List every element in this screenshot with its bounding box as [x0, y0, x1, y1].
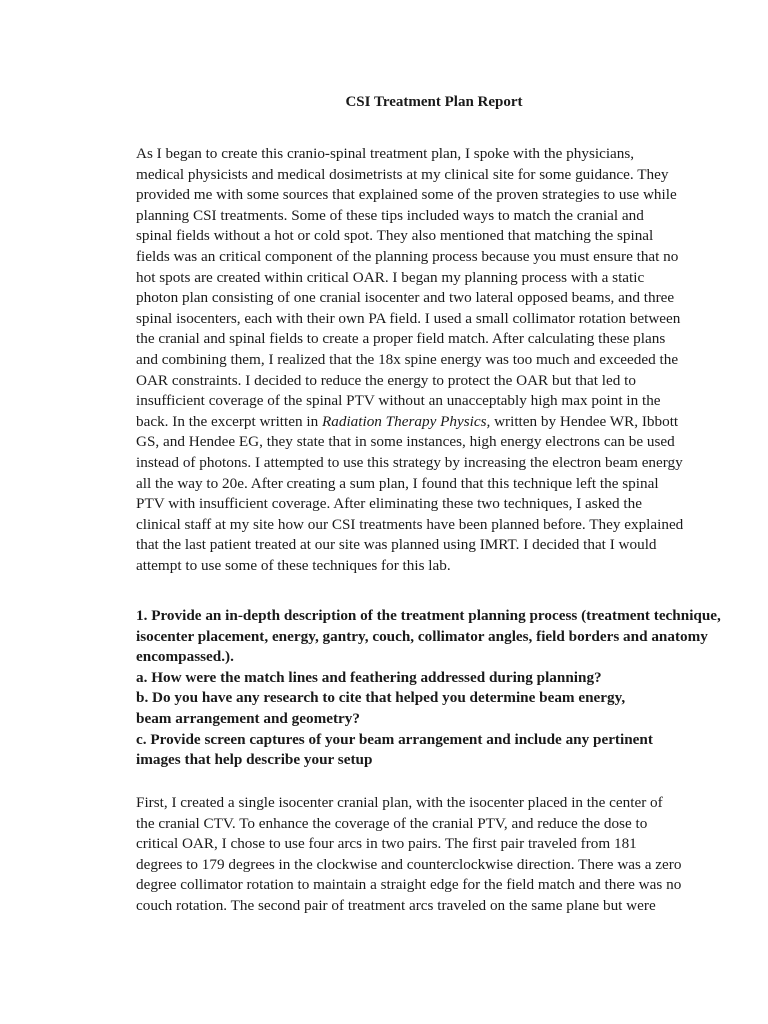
question-block	[136, 606, 736, 771]
text-line: instead of photons. I attempted to use this strategy by increasing the electron beam energy	[136, 453, 683, 471]
question-line: images that help describe your setup	[136, 751, 373, 769]
text-line: hot spots are created within critical OAR. I began my planning process with a static	[136, 268, 645, 286]
text-segment: back. In the excerpt written in	[136, 412, 322, 430]
text-line: all the way to 20e. After creating a sum plan, I found that this technique left the spinal	[136, 474, 659, 492]
text-line: the cranial and spinal fields to create a proper field match. After calculating these plans	[136, 330, 666, 348]
text-line: couch rotation. The second pair of treatment arcs traveled on the same plane but were	[136, 896, 656, 914]
text-line: photon plan consisting of one cranial isocenter and two lateral opposed beams, and three	[136, 289, 675, 307]
question-line: encompassed.).	[136, 648, 234, 666]
question-line: 1. Provide an in-depth description of the treatment planning process (treatment technique,	[136, 607, 721, 624]
text-line: provided me with some sources that explained some of the proven strategies to use while	[136, 186, 677, 204]
text-line-with-citation	[136, 412, 736, 433]
text-line: PTV with insufficient coverage. After eliminating these two techniques, I asked the	[136, 495, 642, 513]
book-title-citation: Radiation Therapy Physics,	[321, 412, 491, 430]
question-line: a. How were the match lines and feathering addressed during planning?	[136, 668, 602, 686]
text-line: spinal isocenters, each with their own PA field. I used a small collimator rotation between	[136, 309, 681, 327]
text-line: planning CSI treatments. Some of these tips included ways to match the cranial and	[136, 206, 644, 224]
question-line: beam arrangement and geometry?	[136, 709, 360, 727]
text-line: As I began to create this cranio-spinal treatment plan, I spoke with the physicians,	[136, 145, 635, 162]
answer-paragraph	[136, 793, 736, 917]
question-line: b. Do you have any research to cite that helped you determine beam energy,	[136, 689, 626, 707]
text-line: clinical staff at my site how our CSI treatments have been planned before. They explained	[136, 515, 684, 533]
text-line: insufficient coverage of the spinal PTV without an unacceptably high max point in the	[136, 392, 661, 410]
text-line: fields was an critical component of the planning process because you must ensure that no	[136, 247, 679, 265]
text-line: GS, and Hendee EG, they state that in some instances, high energy electrons can be used	[136, 433, 675, 451]
intro-paragraph	[136, 144, 736, 576]
text-segment: written by Hendee WR, Ibbott	[490, 412, 679, 430]
text-line: degrees to 179 degrees in the clockwise and counterclockwise direction. There was a zero	[136, 855, 682, 873]
text-line: attempt to use some of these techniques for this lab.	[136, 556, 451, 574]
text-line: that the last patient treated at our site was planned using IMRT. I decided that I would	[136, 536, 657, 554]
document-title: CSI Treatment Plan Report	[345, 94, 523, 110]
text-line: critical OAR, I chose to use four arcs in two pairs. The first pair traveled from 181	[136, 835, 637, 853]
question-line: c. Provide screen captures of your beam arrangement and include any pertinent	[136, 730, 653, 748]
text-line: medical physicists and medical dosimetrists at my clinical site for some guidance. They	[136, 165, 669, 183]
text-line: and combining them, I realized that the 18x spine energy was too much and exceeded the	[136, 350, 679, 368]
text-line: degree collimator rotation to maintain a straight edge for the field match and there was no	[136, 876, 682, 894]
question-line: isocenter placement, energy, gantry, couch, collimator angles, field borders and anatomy	[136, 627, 708, 645]
text-line: the cranial CTV. To enhance the coverage of the cranial PTV, and reduce the dose to	[136, 814, 648, 832]
text-line: OAR constraints. I decided to reduce the energy to protect the OAR but that led to	[136, 371, 636, 389]
text-line: First, I created a single isocenter cranial plan, with the isocenter placed in the center of	[136, 794, 663, 811]
text-line: spinal fields without a hot or cold spot. They also mentioned that matching the spinal	[136, 227, 654, 245]
